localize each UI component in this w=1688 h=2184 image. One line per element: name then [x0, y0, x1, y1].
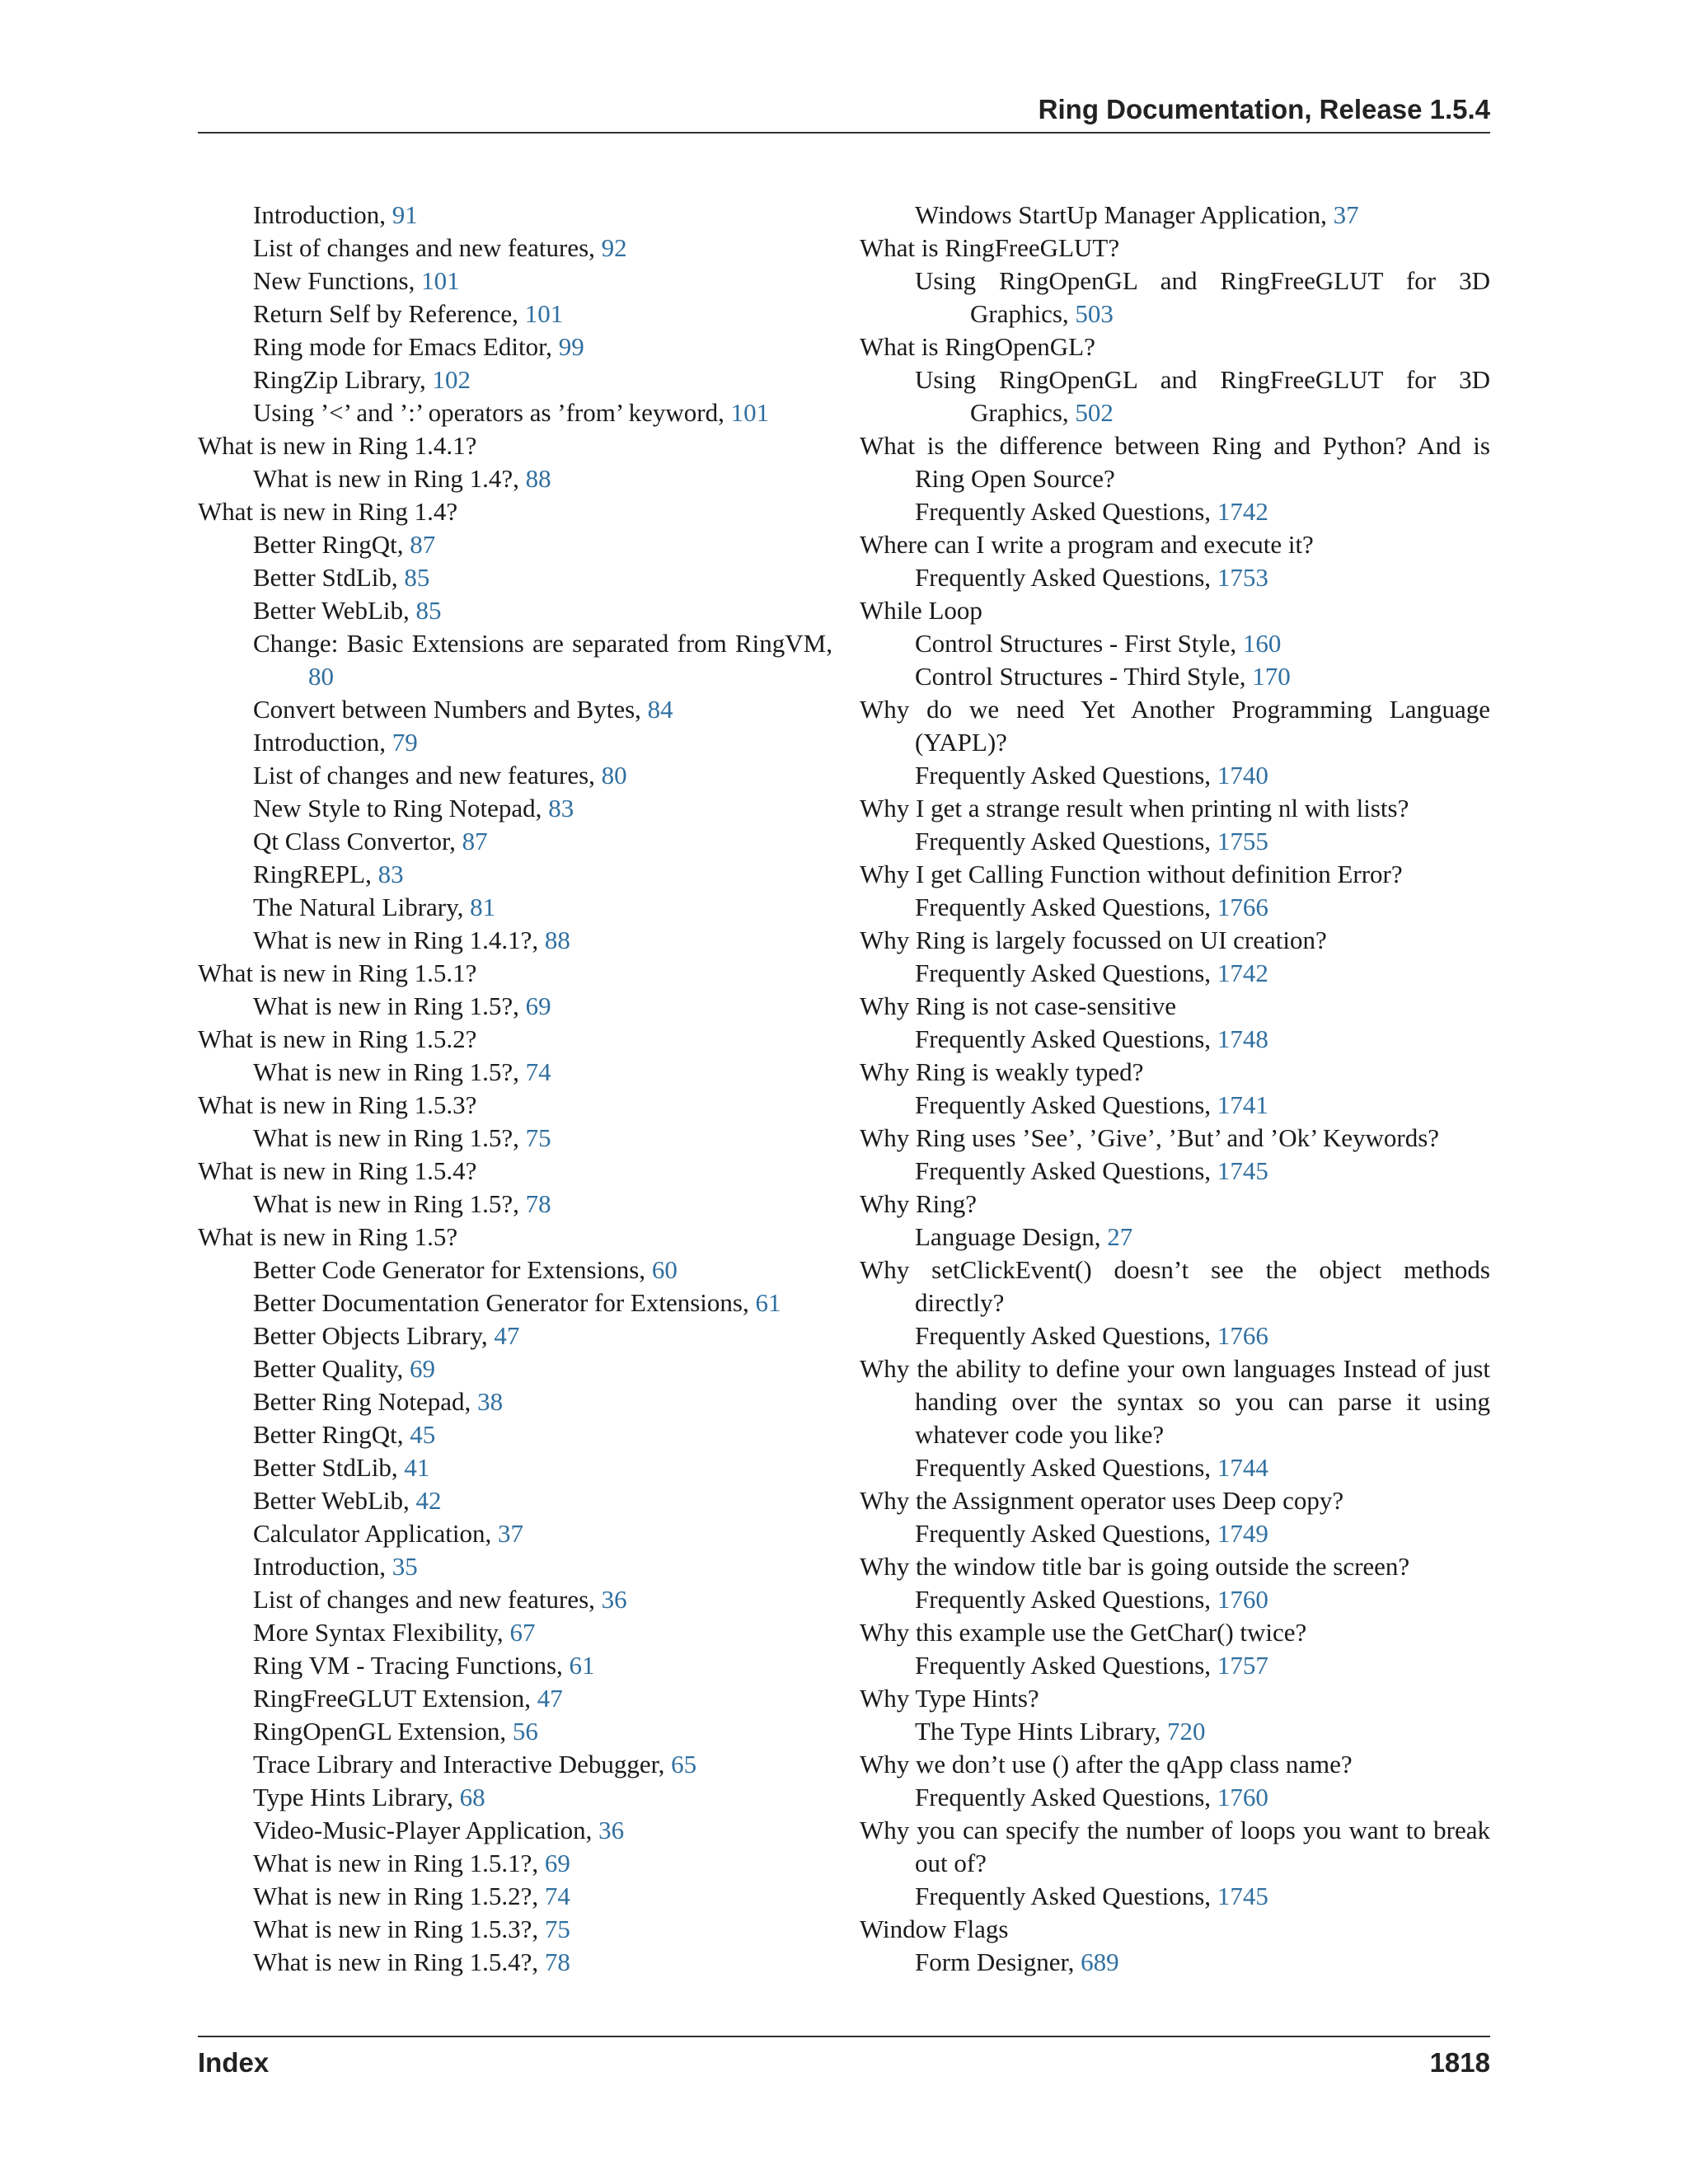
index-entry-text: What is RingFreeGLUT? [860, 233, 1120, 262]
index-term [860, 1188, 1490, 1221]
page-reference-link[interactable]: 83 [548, 794, 574, 823]
index-entry-text: Better Objects Library, [253, 1321, 495, 1350]
index-term [860, 1814, 1490, 1880]
index-entry-text: Frequently Asked Questions, [915, 1024, 1217, 1053]
index-entry-text: Why I get a strange result when printing nl with lists? [860, 794, 1409, 823]
index-entry-text: Frequently Asked Questions, [915, 827, 1217, 855]
index-entry-text: The Type Hints Library, [915, 1717, 1168, 1746]
index-term [198, 1155, 832, 1188]
index-subentry [198, 924, 832, 957]
page-reference-link[interactable]: 1766 [1217, 1321, 1268, 1350]
index-entry-text: Language Design, [915, 1222, 1108, 1251]
index-entry-text: Frequently Asked Questions, [915, 1882, 1217, 1910]
index-subentry [198, 396, 832, 429]
page-reference-link[interactable]: 78 [544, 1947, 570, 1976]
index-entry-text: What is new in Ring 1.5.1? [198, 958, 477, 987]
index-subentry [198, 858, 832, 891]
index-term [860, 330, 1490, 363]
page-reference-link[interactable]: 101 [421, 266, 460, 295]
index-entry-text: Better Documentation Generator for Extensions, [253, 1288, 756, 1317]
index-entry-text: Frequently Asked Questions, [915, 1519, 1217, 1548]
index-entry-text: Frequently Asked Questions, [915, 1651, 1217, 1680]
index-entry-text: Why this example use the GetChar() twice? [860, 1618, 1307, 1647]
index-term [860, 924, 1490, 957]
page-reference-link[interactable]: 720 [1167, 1717, 1206, 1746]
index-entry-text: Why Ring uses ’See’, ’Give’, ’But’ and ’Ok’ Keywords? [860, 1123, 1440, 1152]
index-entry-text: Frequently Asked Questions, [915, 1156, 1217, 1185]
page-reference-link[interactable]: 88 [525, 464, 551, 493]
index-entry-text: Convert between Numbers and Bytes, [253, 695, 648, 724]
index-subentry [860, 660, 1490, 693]
index-entry-text: New Style to Ring Notepad, [253, 794, 549, 823]
page-reference-link[interactable]: 88 [544, 926, 570, 954]
index-entry-text: Better RingQt, [253, 1420, 410, 1449]
index-term [860, 1484, 1490, 1517]
index-entry-text: What is new in Ring 1.5?, [253, 1123, 526, 1152]
index-entry-text: Ring VM - Tracing Functions, [253, 1651, 570, 1680]
index-subentry [860, 199, 1490, 232]
page-reference-link[interactable]: 78 [525, 1189, 551, 1218]
index-subentry [198, 1550, 832, 1583]
index-term [860, 1913, 1490, 1946]
index-entry-text: What is RingOpenGL? [860, 332, 1095, 361]
index-entry-text: What is new in Ring 1.5?, [253, 1057, 526, 1086]
index-term [860, 232, 1490, 265]
page-reference-link[interactable]: 27 [1107, 1222, 1133, 1251]
index-subentry [860, 1781, 1490, 1814]
index-column-right [860, 199, 1490, 1979]
page-reference-link[interactable]: 85 [404, 563, 430, 592]
index-entry-text: RingREPL, [253, 860, 378, 888]
index-entry-text: Using RingOpenGL and RingFreeGLUT for 3D Graphics, [915, 365, 1490, 427]
index-subentry [198, 1748, 832, 1781]
index-subentry [198, 298, 832, 330]
page-reference-link[interactable]: 1742 [1217, 497, 1268, 526]
index-subentry [198, 990, 832, 1023]
page-reference-link[interactable]: 1748 [1217, 1024, 1268, 1053]
index-subentry [860, 561, 1490, 594]
index-entry-text: Qt Class Convertor, [253, 827, 462, 855]
index-subentry [198, 693, 832, 726]
index-entry-text: Better WebLib, [253, 1486, 416, 1515]
index-term [860, 792, 1490, 825]
index-term [860, 594, 1490, 627]
index-entry-text: Better Quality, [253, 1354, 410, 1383]
index-entry-text: What is new in Ring 1.4?, [253, 464, 526, 493]
index-entry-text: Frequently Asked Questions, [915, 958, 1217, 987]
index-entry-text: What is new in Ring 1.5.3?, [253, 1915, 545, 1943]
index-subentry [860, 627, 1490, 660]
index-entry-text: Using RingOpenGL and RingFreeGLUT for 3D Graphics, [915, 266, 1490, 328]
page-reference-link[interactable]: 92 [601, 233, 627, 262]
index-entry-text: Better StdLib, [253, 563, 405, 592]
index-term [860, 1056, 1490, 1089]
index-entry-text: Using ’<’ and ’:’ operators as ’from’ keyword, [253, 398, 731, 427]
index-entry-text: Why Ring is weakly typed? [860, 1057, 1144, 1086]
index-term [860, 528, 1490, 561]
index-subentry [198, 1649, 832, 1682]
index-term [860, 1748, 1490, 1781]
index-subentry [198, 561, 832, 594]
index-entry-text: Trace Library and Interactive Debugger, [253, 1750, 672, 1779]
index-term [860, 1352, 1490, 1451]
index-entry-text: Frequently Asked Questions, [915, 563, 1217, 592]
index-entry-text: Better WebLib, [253, 596, 416, 625]
page-reference-link[interactable]: 38 [477, 1387, 504, 1416]
index-subentry [860, 825, 1490, 858]
index-subentry [860, 1319, 1490, 1352]
index-subentry [860, 1946, 1490, 1979]
index-entry-text: Why the window title bar is going outside the screen? [860, 1552, 1410, 1581]
page-reference-link[interactable]: 1744 [1217, 1453, 1268, 1482]
index-subentry [198, 1418, 832, 1451]
index-entry-text: What is new in Ring 1.4? [198, 497, 458, 526]
index-subentry [860, 363, 1490, 429]
index-entry-text: The Natural Library, [253, 893, 471, 921]
page-reference-link[interactable]: 503 [1075, 299, 1114, 328]
index-entry-text: Better Code Generator for Extensions, [253, 1255, 652, 1284]
index-subentry [860, 1155, 1490, 1188]
index-entry-text: Video-Music-Player Application, [253, 1816, 599, 1844]
page-reference-link[interactable]: 87 [410, 530, 436, 559]
page-footer [198, 2036, 1490, 2079]
index-entry-text: RingZip Library, [253, 365, 433, 394]
index-entry-text: Frequently Asked Questions, [915, 497, 1217, 526]
index-entry-text: Why Type Hints? [860, 1684, 1039, 1713]
index-subentry [860, 265, 1490, 330]
index-term [860, 693, 1490, 759]
index-subentry [860, 957, 1490, 990]
index-subentry [198, 1517, 832, 1550]
index-term [860, 990, 1490, 1023]
index-subentry [198, 1286, 832, 1319]
index-term [860, 1550, 1490, 1583]
index-entry-text: List of changes and new features, [253, 233, 602, 262]
index-subentry [860, 1880, 1490, 1913]
page-reference-link[interactable]: 36 [601, 1585, 627, 1614]
index-subentry [860, 1221, 1490, 1254]
page-reference-link[interactable]: 689 [1081, 1947, 1119, 1976]
footer-page-number: 1818 [1429, 2047, 1490, 2078]
index-term [198, 429, 832, 462]
index-entry-text: Why you can specify the number of loops you want to break out of? [860, 1816, 1490, 1877]
index-subentry [198, 825, 832, 858]
index-entry-text: Why Ring is not case-sensitive [860, 991, 1176, 1020]
index-entry-text: Change: Basic Extensions are separated from RingVM, [253, 629, 832, 658]
page-reference-link[interactable]: 75 [544, 1915, 570, 1943]
index-entry-text: List of changes and new features, [253, 761, 602, 790]
index-entry-text: Better RingQt, [253, 530, 410, 559]
index-entry-text: What is new in Ring 1.5.4? [198, 1156, 477, 1185]
index-term [198, 1221, 832, 1254]
page-reference-link[interactable]: 75 [525, 1123, 551, 1152]
index-entry-text: Why the Assignment operator uses Deep copy? [860, 1486, 1344, 1515]
index-subentry [198, 1056, 832, 1089]
index-term [198, 957, 832, 990]
index-subentry [198, 232, 832, 265]
page-reference-link[interactable]: 1753 [1217, 563, 1268, 592]
page-reference-link[interactable]: 99 [558, 332, 584, 361]
footer-section-label: Index [198, 2047, 270, 2078]
index-subentry [198, 1188, 832, 1221]
page-reference-link[interactable]: 1741 [1217, 1090, 1268, 1119]
index-entry-text: Frequently Asked Questions, [915, 761, 1217, 790]
index-entry-text: Why we don’t use () after the qApp class name? [860, 1750, 1353, 1779]
index-subentry [198, 1880, 832, 1913]
index-entry-text: What is new in Ring 1.4.1?, [253, 926, 545, 954]
page-header [198, 91, 1490, 134]
page-reference-link[interactable]: 81 [470, 893, 496, 921]
index-entry-text: Return Self by Reference, [253, 299, 525, 328]
index-entry-text: Introduction, [253, 728, 392, 757]
index-subentry [198, 891, 832, 924]
page-reference-link[interactable]: 102 [432, 365, 471, 394]
page-reference-link[interactable]: 1742 [1217, 958, 1268, 987]
page-reference-link[interactable]: 69 [525, 991, 551, 1020]
page-reference-link[interactable]: 80 [308, 662, 334, 691]
index-entry-text: RingOpenGL Extension, [253, 1717, 513, 1746]
page-reference-link[interactable]: 85 [415, 596, 442, 625]
page-reference-link[interactable]: 61 [755, 1288, 781, 1317]
index-subentry [198, 1715, 832, 1748]
page-reference-link[interactable]: 41 [404, 1453, 430, 1482]
page-reference-link[interactable]: 1749 [1217, 1519, 1268, 1548]
page-reference-link[interactable]: 69 [409, 1354, 435, 1383]
index-entry-text: RingFreeGLUT Extension, [253, 1684, 537, 1713]
index-term [860, 858, 1490, 891]
page-reference-link[interactable]: 37 [1333, 200, 1359, 229]
index-entry-text: List of changes and new features, [253, 1585, 602, 1614]
index-subentry [198, 528, 832, 561]
index-entry-text: Frequently Asked Questions, [915, 893, 1217, 921]
index-entry-text: Introduction, [253, 1552, 392, 1581]
index-subentry [198, 265, 832, 298]
page-reference-link[interactable]: 1745 [1217, 1156, 1268, 1185]
index-entry-text: New Functions, [253, 266, 422, 295]
index-entry-text: Frequently Asked Questions, [915, 1783, 1217, 1811]
index-entry-text: What is new in Ring 1.5?, [253, 1189, 526, 1218]
page-reference-link[interactable]: 83 [377, 860, 404, 888]
index-subentry [860, 1583, 1490, 1616]
page-reference-link[interactable]: 160 [1242, 629, 1282, 658]
index-entry-text: Control Structures - First Style, [915, 629, 1243, 658]
index-subentry [198, 594, 832, 627]
index-entry-text: What is new in Ring 1.5.2?, [253, 1882, 545, 1910]
page-reference-link[interactable]: 37 [498, 1519, 524, 1548]
index-subentry [198, 792, 832, 825]
index-term [198, 1023, 832, 1056]
index-subentry [198, 759, 832, 792]
index-entry-text: Introduction, [253, 200, 392, 229]
index-subentry [198, 627, 832, 693]
index-subentry [198, 1352, 832, 1385]
index-entry-text: Form Designer, [915, 1947, 1081, 1976]
page-reference-link[interactable]: 101 [524, 299, 564, 328]
index-entry-text: Why do we need Yet Another Programming Language (YAPL)? [860, 695, 1490, 757]
index-subentry [860, 1451, 1490, 1484]
page-reference-link[interactable]: 1755 [1217, 827, 1268, 855]
page-reference-link[interactable]: 1740 [1217, 761, 1268, 790]
index-subentry [860, 1023, 1490, 1056]
index-subentry [860, 495, 1490, 528]
index-subentry [198, 1385, 832, 1418]
page-reference-link[interactable]: 67 [509, 1618, 536, 1647]
index-entry-text: Type Hints Library, [253, 1783, 460, 1811]
page-reference-link[interactable]: 36 [598, 1816, 625, 1844]
index-term [198, 495, 832, 528]
index-entry-text: More Syntax Flexibility, [253, 1618, 510, 1647]
index-entry-text: Why the ability to define your own languages Instead of just handing over the syntax so you can parse it using whatever code you like? [860, 1354, 1490, 1449]
page-reference-link[interactable]: 47 [494, 1321, 520, 1350]
index-term [860, 1616, 1490, 1649]
index-entry-text: Frequently Asked Questions, [915, 1585, 1217, 1614]
index-subentry [198, 1913, 832, 1946]
page-reference-link[interactable]: 56 [512, 1717, 538, 1746]
page-reference-link[interactable]: 35 [392, 1552, 418, 1581]
index-entry-text: Frequently Asked Questions, [915, 1453, 1217, 1482]
index-entry-text: What is new in Ring 1.5.1?, [253, 1849, 545, 1877]
index-entry-text: Better StdLib, [253, 1453, 405, 1482]
index-subentry [860, 1649, 1490, 1682]
index-entry-text: What is new in Ring 1.4.1? [198, 431, 477, 460]
index-subentry [198, 462, 832, 495]
index-term [198, 1089, 832, 1122]
page-reference-link[interactable]: 170 [1252, 662, 1291, 691]
index-entry-text: What is new in Ring 1.5.3? [198, 1090, 477, 1119]
index-subentry [860, 1517, 1490, 1550]
page-reference-link[interactable]: 60 [651, 1255, 678, 1284]
index-subentry [198, 1814, 832, 1847]
page-reference-link[interactable]: 1760 [1217, 1783, 1268, 1811]
index-subentry [198, 726, 832, 759]
page-reference-link[interactable]: 74 [544, 1882, 570, 1910]
page-reference-link[interactable]: 80 [601, 761, 627, 790]
index-entry-text: Better Ring Notepad, [253, 1387, 478, 1416]
page-reference-link[interactable]: 84 [647, 695, 673, 724]
index-term [860, 1254, 1490, 1319]
page-reference-link[interactable]: 1766 [1217, 893, 1268, 921]
index-entry-text: Calculator Application, [253, 1519, 499, 1548]
index-entry-text: Control Structures - Third Style, [915, 662, 1253, 691]
index-subentry [198, 1946, 832, 1979]
index-subentry [198, 363, 832, 396]
index-subentry [198, 1484, 832, 1517]
index-subentry [198, 1781, 832, 1814]
page-reference-link[interactable]: 87 [462, 827, 488, 855]
index-entry-text: Why I get Calling Function without definition Error? [860, 860, 1403, 888]
index-entry-text: Why setClickEvent() doesn’t see the object methods directly? [860, 1255, 1490, 1317]
index-subentry [198, 1122, 832, 1155]
index-entry-text: Where can I write a program and execute it? [860, 530, 1314, 559]
page-reference-link[interactable]: 1760 [1217, 1585, 1268, 1614]
index-entry-text: What is the difference between Ring and Python? And is Ring Open Source? [860, 431, 1490, 493]
document-title: Ring Documentation, Release 1.5.4 [1038, 94, 1490, 124]
page-reference-link[interactable]: 65 [671, 1750, 697, 1779]
page-reference-link[interactable]: 101 [730, 398, 770, 427]
index-entry-text: While Loop [860, 596, 982, 625]
page-reference-link[interactable]: 69 [544, 1849, 570, 1877]
page-reference-link[interactable]: 1757 [1217, 1651, 1268, 1680]
index-subentry [860, 1089, 1490, 1122]
index-subentry [860, 1715, 1490, 1748]
page-reference-link[interactable]: 42 [415, 1486, 442, 1515]
index-entry-text: What is new in Ring 1.5.4?, [253, 1947, 545, 1976]
index-entry-text: Frequently Asked Questions, [915, 1321, 1217, 1350]
index-subentry [198, 1451, 832, 1484]
page-reference-link[interactable]: 74 [525, 1057, 551, 1086]
index-entry-text: Why Ring is largely focussed on UI creation? [860, 926, 1327, 954]
index-term [860, 429, 1490, 495]
index-column-left [198, 199, 832, 1979]
index-entry-text: Frequently Asked Questions, [915, 1090, 1217, 1119]
index-subentry [860, 759, 1490, 792]
index-entry-text: Ring mode for Emacs Editor, [253, 332, 559, 361]
index-entry-text: What is new in Ring 1.5?, [253, 991, 526, 1020]
index-subentry [198, 199, 832, 232]
index-entry-text: What is new in Ring 1.5? [198, 1222, 458, 1251]
index-subentry [198, 1682, 832, 1715]
index-subentry [198, 330, 832, 363]
page-reference-link[interactable]: 61 [569, 1651, 595, 1680]
index-subentry [198, 1254, 832, 1286]
page-reference-link[interactable]: 47 [537, 1684, 563, 1713]
index-subentry [198, 1847, 832, 1880]
page-reference-link[interactable]: 1745 [1217, 1882, 1268, 1910]
index-entry-text: What is new in Ring 1.5.2? [198, 1024, 477, 1053]
page-reference-link[interactable]: 45 [410, 1420, 436, 1449]
page-reference-link[interactable]: 68 [459, 1783, 485, 1811]
index-entry-text: Why Ring? [860, 1189, 978, 1218]
index-term [860, 1122, 1490, 1155]
index-term [860, 1682, 1490, 1715]
index-subentry [198, 1319, 832, 1352]
index-subentry [860, 891, 1490, 924]
index-entry-text: Windows StartUp Manager Application, [915, 200, 1334, 229]
index-entry-text: Window Flags [860, 1915, 1009, 1943]
index-subentry [198, 1583, 832, 1616]
page-reference-link[interactable]: 502 [1075, 398, 1114, 427]
page-reference-link[interactable]: 79 [392, 728, 418, 757]
page-reference-link[interactable]: 91 [392, 200, 418, 229]
index-subentry [198, 1616, 832, 1649]
